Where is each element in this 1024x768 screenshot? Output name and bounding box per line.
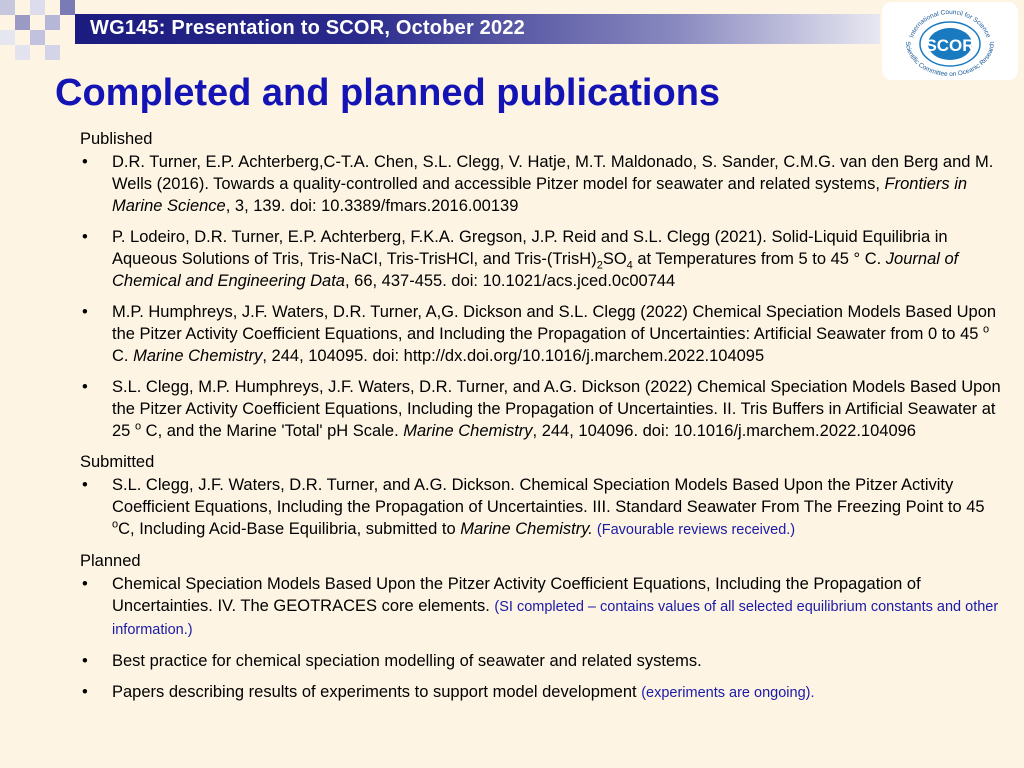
decorative-square — [45, 45, 60, 60]
citation-text: C, Including Acid-Base Equilibria, submitted to — [118, 520, 461, 538]
planned-text: Papers describing results of experiments to support model development — [112, 683, 642, 701]
list-item — [80, 301, 1005, 367]
decorative-square — [15, 45, 30, 60]
journal-name: Journal of Chemical and Engineering Data — [112, 250, 959, 290]
journal-name: Marine Chemistry — [403, 422, 533, 440]
list-item — [80, 650, 1005, 672]
status-note: (experiments are ongoing). — [641, 685, 815, 701]
list-item — [80, 573, 1005, 641]
list-item — [80, 151, 1005, 217]
scor-logo — [882, 2, 1018, 80]
citation-text: SO — [602, 250, 627, 268]
decorative-square — [30, 30, 45, 45]
planned-list — [80, 573, 1005, 704]
citation-text: , 66, 437-455. doi: 10.1021/acs.jced.0c00744 — [344, 272, 676, 290]
list-item — [80, 226, 1005, 292]
citation-text: C. — [112, 347, 134, 365]
list-item — [80, 376, 1005, 442]
subscript: 4 — [626, 259, 633, 272]
header-title: WG145: Presentation to SCOR, October 2022 — [90, 17, 525, 39]
planned-text: Best practice for chemical speciation modelling of seawater and related systems. — [112, 652, 702, 670]
citation-text: , 3, 139. doi: 10.3389/fmars.2016.00139 — [225, 197, 519, 215]
superscript: o — [134, 420, 142, 433]
decorative-square — [60, 0, 75, 15]
journal-name: Marine Chemistry. — [460, 520, 593, 538]
slide-body — [80, 128, 1005, 713]
status-note: (Favourable reviews received.) — [592, 522, 796, 538]
submitted-list — [80, 474, 1005, 541]
journal-name: Marine Chemistry — [133, 347, 263, 365]
decorative-square — [45, 15, 60, 30]
list-item — [80, 474, 1005, 541]
status-note: (SI completed – contains values of all selected equilibrium constants and other information.) — [112, 599, 999, 638]
scor-logo-icon — [882, 2, 1018, 80]
logo-ring-bottom: Scientific Committee on Oceanic Research — [903, 41, 997, 79]
citation-text: , 244, 104095. doi: http://dx.doi.org/10.1016/j.marchem.2022.104095 — [262, 347, 765, 365]
section-heading-published: Published — [80, 130, 153, 148]
decorative-square — [0, 30, 15, 45]
superscript: o — [112, 518, 119, 531]
superscript: o — [983, 323, 990, 336]
list-item — [80, 681, 1005, 704]
section-heading-planned: Planned — [80, 552, 141, 570]
citation-text: D.R. Turner, E.P. Achterberg,C-T.A. Chen, S.L. Clegg, V. Hatje, M.T. Maldonado, S. Sander, C.M.G. van den Berg and M. Wells (2016). Towards a quality-controlled and accessible Pitzer model for seawater and related systems, — [112, 153, 994, 193]
logo-ring-top: International Council for Science — [908, 8, 992, 39]
citation-text: P. Lodeiro, D.R. Turner, E.P. Achterberg, F.K.A. Gregson, J.P. Reid and S.L. Clegg (2021). Solid-Liquid Equilibria in Aqueous Solutions of Tris, Tris-NaCI, Tris-TrisHCl, and Tris-(TrisH) — [112, 228, 948, 268]
planned-text: Chemical Speciation Models Based Upon the Pitzer Activity Coefficient Equations, Including the Propagation of Uncertainties. IV. The GEOTRACES core elements. — [112, 575, 921, 615]
subscript: 2 — [596, 259, 603, 272]
citation-text: , 244, 104096. doi: 10.1016/j.marchem.2022.104096 — [532, 422, 916, 440]
logo-text: SCOR — [925, 36, 975, 55]
citation-text: S.L. Clegg, M.P. Humphreys, J.F. Waters, D.R. Turner, and A.G. Dickson (2022) Chemical Speciation Models Based Upon the Pitzer Activity Coefficient Equations, Including the Propagation of Uncertainties. II. Tris Buffers in Artificial Seawater at 25 — [112, 378, 1001, 440]
section-heading-submitted: Submitted — [80, 453, 155, 471]
citation-text: M.P. Humphreys, J.F. Waters, D.R. Turner, A,G. Dickson and S.L. Clegg (2022) Chemical Speciation Models Based Upon the Pitzer Activity Coefficient Equations, and Including the Propagation of Uncertainties: Artificial Seawater from 0 to 45 — [112, 303, 997, 343]
journal-name: Frontiers in Marine Science — [112, 175, 968, 215]
citation-text: at Temperatures from 5 to 45 ° C. — [632, 250, 886, 268]
decorative-square — [30, 0, 45, 15]
citation-text: C, and the Marine 'Total' pH Scale. — [141, 422, 404, 440]
decorative-square — [0, 0, 15, 15]
citation-text: S.L. Clegg, J.F. Waters, D.R. Turner, and A.G. Dickson. Chemical Speciation Models Based Upon the Pitzer Activity Coefficient Equations, Including the Propagation of Uncertainties. III. Standard Seawater From The Freezing Point to 45 — [112, 476, 985, 516]
published-list — [80, 151, 1005, 442]
decorative-square — [15, 15, 30, 30]
page-title: Completed and planned publications — [55, 72, 721, 114]
